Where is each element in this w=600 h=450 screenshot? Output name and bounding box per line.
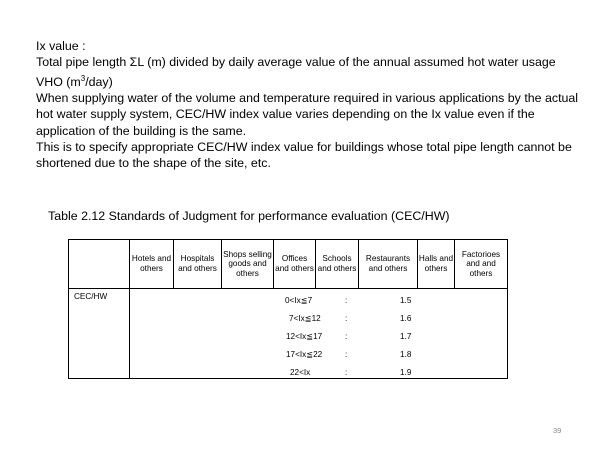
header-offices: Offices and others [274,240,316,289]
values-cell [130,289,508,379]
range-separator: : [345,296,348,305]
ix-range: 22<Ix [290,368,311,377]
header-hospitals: Hospitals and others [174,240,222,289]
table-caption: Table 2.12 Standards of Judgment for performance evaluation (CEC/HW) [48,209,450,223]
header-blank [69,240,130,289]
header-hotels: Hotels and others [130,240,174,289]
ix-range: 17<Ix≦22 [286,350,323,359]
ix-range: 7<Ix≦12 [289,314,321,323]
ix-value-heading: Ix value : [36,39,86,53]
ix-definition-superscript: 3 [80,73,86,83]
cec-value: 1.7 [400,332,412,341]
cec-value: 1.5 [400,296,412,305]
header-schools: Schools and others [316,240,359,289]
range-separator: : [345,332,348,341]
ix-purpose: This is to specify appropriate CEC/HW index value for buildings whose total pipe length cannot be shortened due to the shape of the site, etc. [36,139,572,171]
header-halls: Halls and others [418,240,455,289]
cec-value: 1.8 [400,350,412,359]
header-factories: Factorioes and and others [455,240,508,289]
judgment-table [68,239,508,379]
ix-definition-unit: /day) [85,74,113,89]
range-separator: : [345,314,348,323]
table-header-row [69,240,508,289]
table-body-row [69,289,508,379]
values-list [130,289,507,378]
body-text [36,38,581,172]
row-label-cec-hw: CEC/HW [69,289,130,379]
page-number: 39 [553,426,562,435]
cec-value: 1.6 [400,314,412,323]
header-restaurants: Restaurants and others [359,240,418,289]
ix-definition [36,54,581,90]
cec-value: 1.9 [400,368,412,377]
ix-range: 12<Ix≦17 [286,332,323,341]
ix-explanation: When supplying water of the volume and temperature required in various applications by the actual hot water supply system, CEC/HW index value varies depending on the Ix value even if the application of the building is the same. [36,91,579,138]
ix-definition-text: Total pipe length ΣL (m) divided by daily average value of the annual assumed hot water usage VHO (m [36,55,556,89]
range-separator: : [345,368,348,377]
range-separator: : [345,350,348,359]
ix-range: 0<Ix≦7 [285,296,313,305]
header-shops: Shops selling goods and others [222,240,274,289]
